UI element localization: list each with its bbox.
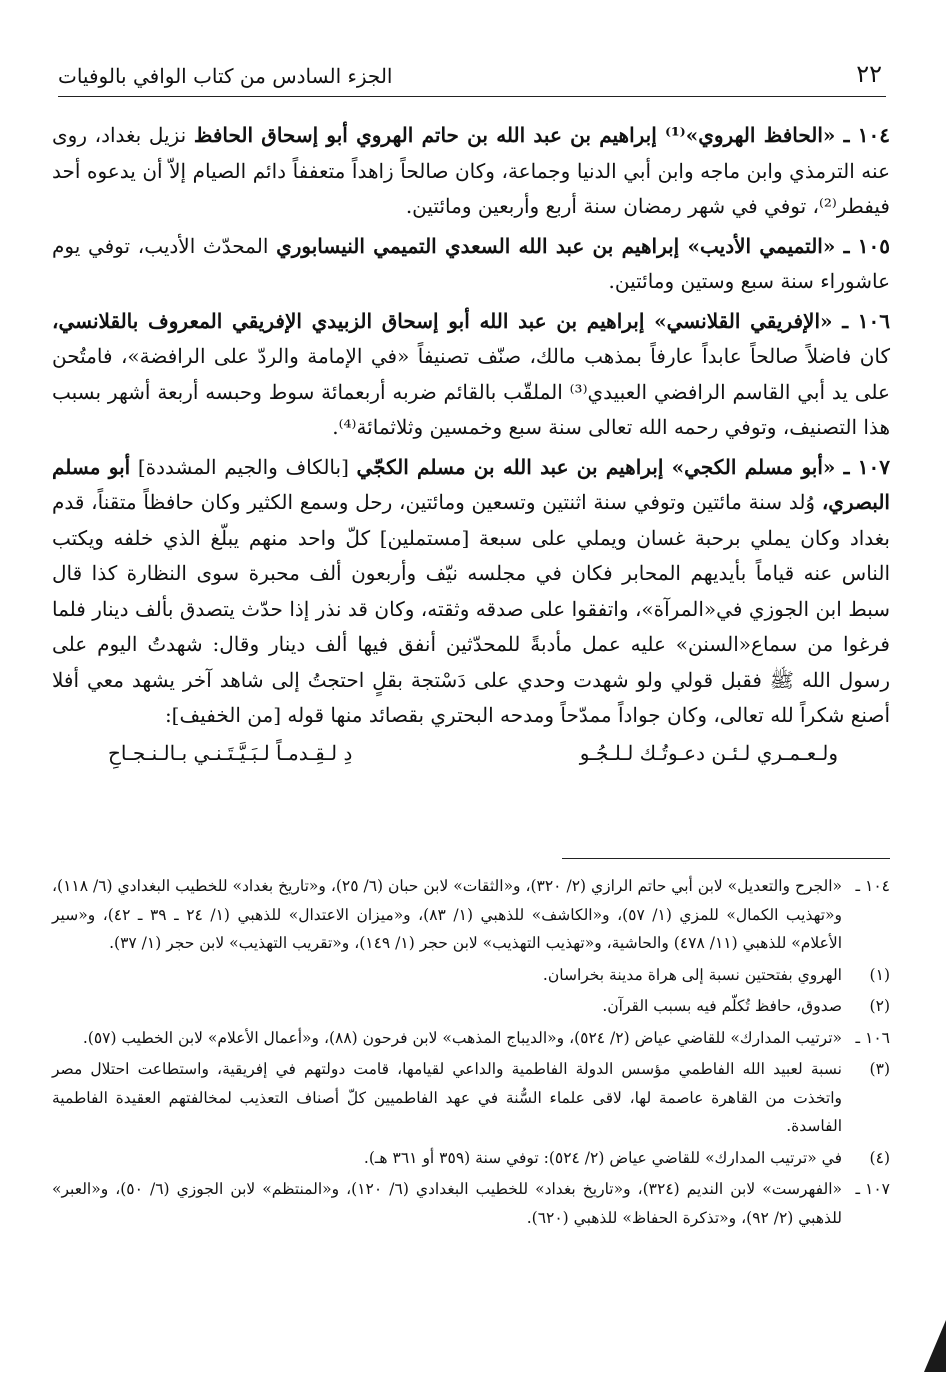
footnote-label: ١٠٧ ـ: [855, 1180, 890, 1198]
footnote-text: «الفهرست» لابن النديم (٣٢٤)، و«تاريخ بغداد» للخطيب البغدادي (٦/ ١٢٠)، و«المنتظم» لابن الجوزي (٦/ ٥٠)، و«العبر» للذهبي (٢/ ٩٢)، و«تذكرة الحفاظ» للذهبي (٦٢٠).: [52, 1180, 842, 1227]
entry-104: [52, 118, 890, 225]
verse-first-hemistich: ولـعـمـري لـئـن دعـوتُـك لـلـجُـو: [579, 740, 838, 765]
footnote: [52, 872, 890, 958]
entry-106: [52, 304, 890, 446]
entry-bracket-note: [بالكاف والجيم المشددة]: [130, 454, 357, 479]
page-number: ٢٢: [856, 60, 882, 88]
main-text: [52, 118, 890, 771]
footnote-separator: [562, 858, 890, 859]
footnote: [52, 1175, 890, 1232]
footnote-text: «ترتيب المدارك» للقاضي عياض (٢/ ٥٢٤)، و«الديباج المذهب» لابن فرحون (٨٨)، و«أعمال الأعلام» لابن الخطيب (٥٧).: [82, 1028, 842, 1047]
footnote-label: (١): [869, 965, 890, 984]
footnote-label: (٣): [869, 1060, 890, 1078]
entry-heading: ١٠٦ ـ «الإفريقي القلانسي» إبراهيم بن عبد الله أبو إسحاق الزبيدي الإفريقي المعروف بالقلانسي،: [52, 308, 890, 333]
entry-text: وُلد سنة مائتين وتوفي سنة اثنتين وتسعين ومائتين، رحل وسمع الكثير وكان حافظاً متقناً، قدم بغداد وكان يملي برحبة غسان ويملي على سبعة [مستملين] كلّ واحد منهم يبلّغ الذي خلفه ويكتب الناس عنه قياماً بأيديهم المحابر فكان في مجلسه نيّف وأربعون ألف محبرة سوى النظارة كذا قال سبط ابن الجوزي في«المرآة»، واتفقوا على صدقه وثقته، وكان قد نذر إذا حدّث يتصدق بألف دينار فلما فرغوا من سماع«السنن» عليه عمل مأدبةً للمحدّثين أنفق فيها ألف دينار وقال: شهدتُ اليوم على رسول الله ﷺ فقبل قولي ولو شهدت وحدي على دَسْتجة بقلٍ احتجتُ إلى شاهد آخر يشهد معي أفلا أصنع شكراً لله تعالى، وكان جواداً ممدّحاً ومدحه البحتري بقصائد منها قوله [من الخفيف]:: [52, 490, 890, 727]
verse-second-hemistich: دِ لـقِـدمـاً لـبَـيَّـتَـنـي بـالـنـجـاحِ: [108, 740, 353, 765]
footnote: [52, 1055, 890, 1141]
footnote-label: ١٠٤ ـ: [855, 877, 890, 895]
footnote: [52, 1024, 890, 1053]
entry-text: نزيل بغداد، روى عنه الترمذي وابن ماجه وابن أبي الدنيا وجماعة، وكان صالحاً زاهداً متعففاً دائم الصيام إلاّ أن يدعوه أحد فيفطر⁽²⁾، توفي في شهر رمضان سنة أربع وأربعين ومائتين.: [52, 123, 890, 218]
footnote-text: في «ترتيب المدارك» للقاضي عياض (٢/ ٥٢٤): توفي سنة (٣٥٩ أو ٣٦١ هـ).: [363, 1148, 842, 1167]
entry-heading: ١٠٥ ـ «التميمي الأديب» إبراهيم بن عبد الله السعدي التميمي النيسابوري: [276, 233, 890, 258]
footnote: [52, 961, 890, 990]
footnote-label: (٢): [869, 997, 890, 1015]
page-corner-mark: [924, 1320, 946, 1372]
running-title: الجزء السادس من كتاب الوافي بالوفيات: [58, 64, 393, 88]
footnote-label: ١٠٦ ـ: [855, 1028, 890, 1047]
footnote-label: (٤): [869, 1148, 890, 1167]
entry-105: [52, 229, 890, 300]
entry-text: المحدّث الأديب، توفي يوم عاشوراء سنة سبع وستين ومائتين.: [52, 233, 890, 293]
footnote-text: صدوق، حافظ تُكلّم فيه بسبب القرآن.: [602, 997, 842, 1015]
footnotes: [52, 872, 890, 1232]
footnote: [52, 992, 890, 1021]
entry-text: كان فاضلاً صالحاً عابداً عارفاً بمذهب مالك، صنّف تصنيفاً «في الإمامة والردّ على الرافضة»، فامتُحن على يد أبي القاسم الرافضي العبيدي⁽³⁾ الملقّب بالقائم ضربه أربعمائة سوط وحبسه أربعة أشهر بسبب هذا التصنيف، وتوفي رحمه الله تعالى سنة سبع وخمسين وثلاثمائة⁽⁴⁾.: [52, 344, 890, 439]
footnote: [52, 1144, 890, 1173]
footnote-text: نسبة لعبيد الله الفاطمي مؤسس الدولة الفاطمية والداعي لقيامها، قامت دولتهم في إفريقية، واستطاعت احتلال مصر واتخذت من القاهرة عاصمة لها، لاقى علماء السُّنة في عهد الفاطميين كلّ أصناف التعذيب لمخالفتهم العقيدة الفاطمية الفاسدة.: [52, 1060, 842, 1135]
entry-heading-continued: أبو مسلم البصري،: [52, 454, 890, 514]
footnote-text: الهروي بفتحتين نسبة إلى هراة مدينة بخراسان.: [542, 965, 842, 984]
footnote-text: «الجرح والتعديل» لابن أبي حاتم الرازي (٢/ ٣٢٠)، و«الثقات» لابن حبان (٦/ ٢٥)، و«تاريخ بغداد» للخطيب البغدادي (٦/ ١١٨)، و«تهذيب الكمال» للمزي (١/ ٥٧)، و«الكاشف» للذهبي (١/ ٨٣)، و«ميزان الاعتدال» للذهبي (١/ ٢٤ ـ ٣٩ ـ ٤٢)، و«سير الأعلام» للذهبي (١١/ ٤٧٨) والحاشية، و«تهذيب التهذيب» لابن حجر (١/ ١٤٩)، و«تقريب التهذيب» لابن حجر (١/ ٣٧).: [52, 877, 843, 952]
entry-107: [52, 450, 890, 734]
entry-heading: ١٠٤ ـ «الحافظ الهروي»⁽¹⁾ إبراهيم بن عبد الله بن حاتم الهروي أبو إسحاق الحافظ: [193, 123, 890, 147]
page-header: [58, 56, 886, 97]
entry-heading: ١٠٧ ـ «أبو مسلم الكجي» إبراهيم بن عبد الله بن مسلم الكجّي: [356, 454, 890, 479]
poetry-verse: [52, 736, 890, 772]
